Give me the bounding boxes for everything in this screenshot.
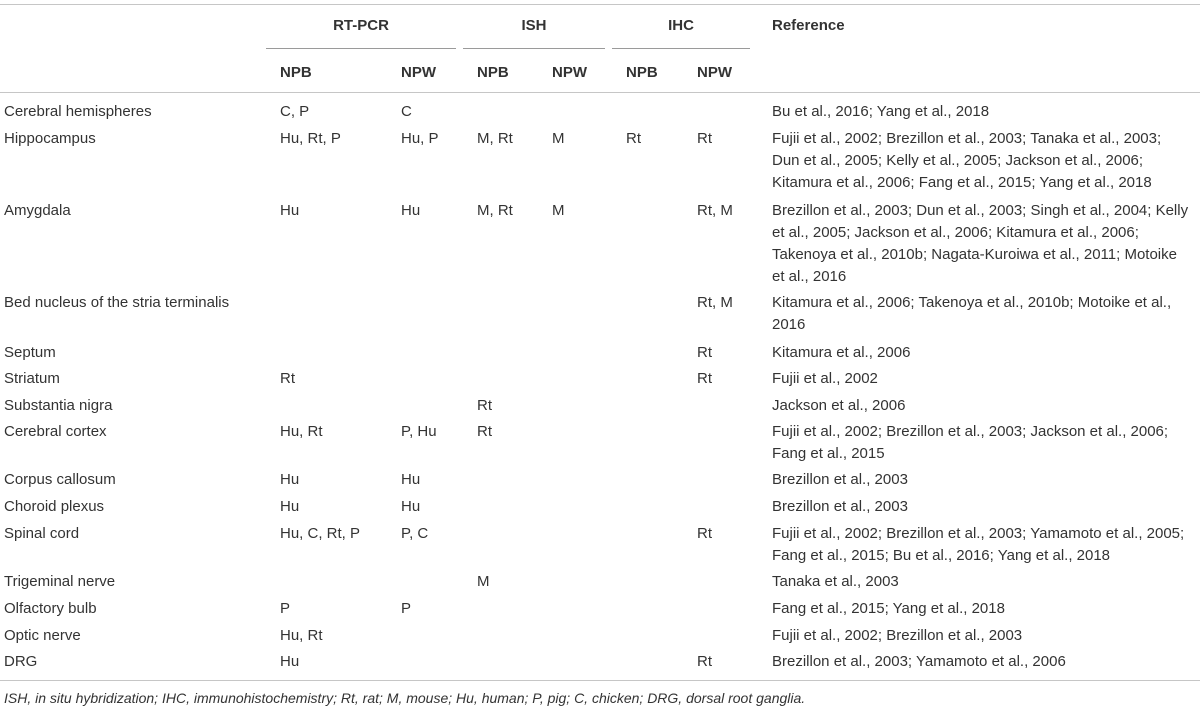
- ish-npw-cell: M: [552, 130, 565, 147]
- header-ish: ISH: [521, 17, 547, 34]
- ihc-npw-cell: Rt: [697, 525, 712, 542]
- ihc-npw-cell: Rt: [697, 653, 712, 670]
- rtpcr-npb-cell: Rt: [280, 370, 295, 387]
- region-cell: Optic nerve: [4, 627, 81, 644]
- rtpcr-npb-cell: Hu, C, Rt, P: [280, 525, 361, 542]
- reference-cell: Fang et al., 2015; Yang et al., 2018: [772, 600, 1005, 617]
- rtpcr-npw-cell: Hu: [401, 471, 421, 488]
- header-reference: Reference: [772, 17, 845, 34]
- rtpcr-npb-cell: Hu: [280, 471, 300, 488]
- ihc-npw-cell: Rt, M: [697, 294, 733, 311]
- ihc-npb-cell: Rt: [626, 130, 641, 147]
- reference-cell: Fujii et al., 2002: [772, 370, 878, 387]
- ish-npb-cell: Rt: [477, 397, 492, 414]
- header-bottom-rule: [0, 92, 1200, 93]
- header-rt-pcr: RT-PCR: [333, 17, 389, 34]
- rtpcr-npb-cell: Hu, Rt, P: [280, 130, 341, 147]
- region-cell: Corpus callosum: [4, 471, 116, 488]
- region-cell: Olfactory bulb: [4, 600, 97, 617]
- rtpcr-npw-cell: C: [401, 103, 412, 120]
- reference-cell: Tanaka et al., 2003: [772, 573, 899, 590]
- region-cell: Substantia nigra: [4, 397, 113, 414]
- reference-cell: Kitamura et al., 2006; Takenoya et al., 2010b; Motoike et al., 2016: [772, 294, 1172, 333]
- region-cell: Amygdala: [4, 202, 71, 219]
- header-ihc: IHC: [668, 17, 694, 34]
- ihc-npw-cell: Rt: [697, 130, 712, 147]
- reference-cell: Fujii et al., 2002; Brezillon et al., 2003: [772, 627, 1023, 644]
- reference-cell: Brezillon et al., 2003; Yamamoto et al., 2006: [772, 653, 1066, 670]
- ihc-npw-cell: Rt, M: [697, 202, 733, 219]
- ihc-npw-cell: Rt: [697, 344, 712, 361]
- region-cell: Cerebral cortex: [4, 423, 107, 440]
- subheader-ihc-npw: NPW: [697, 64, 732, 81]
- ish-npw-cell: M: [552, 202, 565, 219]
- ish-npb-cell: M, Rt: [477, 130, 513, 147]
- subheader-ish-npb: NPB: [477, 64, 509, 81]
- reference-cell: Kitamura et al., 2006: [772, 344, 911, 361]
- rtpcr-npw-cell: P, C: [401, 525, 429, 542]
- rtpcr-npw-cell: Hu: [401, 498, 421, 515]
- region-cell: Bed nucleus of the stria terminalis: [4, 294, 230, 311]
- rtpcr-npb-cell: C, P: [280, 103, 310, 120]
- subheader-rtpcr-npb: NPB: [280, 64, 312, 81]
- region-cell: Spinal cord: [4, 525, 80, 542]
- region-cell: Trigeminal nerve: [4, 573, 116, 590]
- rtpcr-npb-cell: P: [280, 600, 291, 617]
- table-bottom-rule: [0, 680, 1200, 681]
- ihc-npw-cell: Rt: [697, 370, 712, 387]
- region-cell: Choroid plexus: [4, 498, 105, 515]
- rtpcr-npw-cell: Hu: [401, 202, 421, 219]
- reference-cell: Brezillon et al., 2003: [772, 471, 908, 488]
- ish-npb-cell: Rt: [477, 423, 492, 440]
- ihc-group-rule: [612, 48, 750, 49]
- table-top-rule: [0, 4, 1200, 5]
- region-cell: Cerebral hemispheres: [4, 103, 152, 120]
- rtpcr-npw-cell: P, Hu: [401, 423, 437, 440]
- reference-cell: Fujii et al., 2002; Brezillon et al., 2003; Jackson et al., 2006; Fang et al., 2015: [772, 423, 1169, 462]
- reference-cell: Bu et al., 2016; Yang et al., 2018: [772, 103, 990, 120]
- rtpcr-npb-cell: Hu, Rt: [280, 627, 323, 644]
- region-cell: Septum: [4, 344, 56, 361]
- rtpcr-npw-cell: Hu, P: [401, 130, 439, 147]
- subheader-ish-npw: NPW: [552, 64, 587, 81]
- table-footnote: ISH, in situ hybridization; IHC, immunohistochemistry; Rt, rat; M, mouse; Hu, human; P, pig; C, chicken; DRG, dorsal root ganglia.: [4, 690, 806, 706]
- region-cell: DRG: [4, 653, 38, 670]
- ish-group-rule: [463, 48, 605, 49]
- ish-npb-cell: M: [477, 573, 490, 590]
- rt-pcr-group-rule: [266, 48, 456, 49]
- reference-cell: Brezillon et al., 2003: [772, 498, 908, 515]
- rtpcr-npw-cell: P: [401, 600, 412, 617]
- rtpcr-npb-cell: Hu: [280, 202, 300, 219]
- region-cell: Striatum: [4, 370, 60, 387]
- region-cell: Hippocampus: [4, 130, 96, 147]
- reference-cell: Fujii et al., 2002; Brezillon et al., 2003; Tanaka et al., 2003; Dun et al., 2005; Kelly et al., 2005; Jackson et al., 2006; Kitamura et al., 2006; Fang et al., 2015; Yang et al., 2018: [772, 130, 1162, 191]
- reference-cell: Jackson et al., 2006: [772, 397, 906, 414]
- rtpcr-npb-cell: Hu, Rt: [280, 423, 323, 440]
- reference-cell: Fujii et al., 2002; Brezillon et al., 2003; Yamamoto et al., 2005; Fang et al., 2015; Bu et al., 2016; Yang et al., 2018: [772, 525, 1185, 564]
- subheader-ihc-npb: NPB: [626, 64, 658, 81]
- subheader-rtpcr-npw: NPW: [401, 64, 436, 81]
- reference-cell: Brezillon et al., 2003; Dun et al., 2003; Singh et al., 2004; Kelly et al., 2005; Jackson et al., 2006; Kitamura et al., 2006; Takenoya et al., 2010b; Nagata-Kuroiwa et al., 2011; Motoike et al., 2016: [772, 202, 1189, 285]
- ish-npb-cell: M, Rt: [477, 202, 513, 219]
- rtpcr-npb-cell: Hu: [280, 653, 300, 670]
- rtpcr-npb-cell: Hu: [280, 498, 300, 515]
